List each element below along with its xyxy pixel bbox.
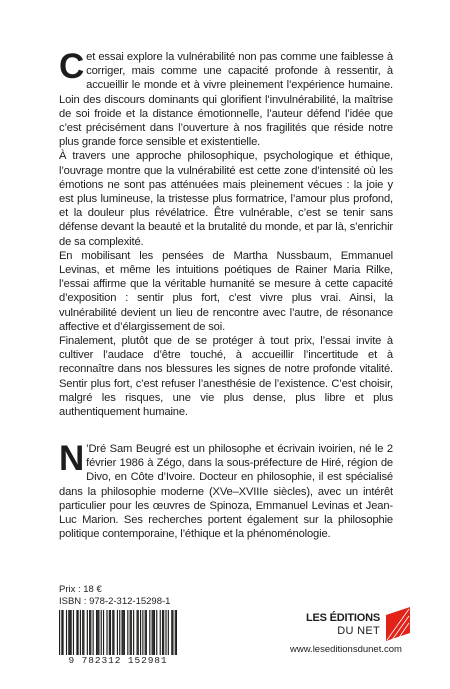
drop-cap: N xyxy=(59,439,85,478)
barcode-bar xyxy=(133,610,134,658)
barcode-bar xyxy=(146,610,147,658)
publisher-name-line1: LES ÉDITIONS xyxy=(306,612,380,624)
barcode-bar xyxy=(168,610,169,658)
barcode-bar xyxy=(82,610,83,658)
barcode-bar xyxy=(96,610,97,658)
barcode-bar xyxy=(162,610,163,658)
barcode-bar xyxy=(103,610,104,658)
barcode-bar xyxy=(110,610,111,658)
barcode-bar xyxy=(156,610,157,658)
barcode-bar xyxy=(160,610,161,658)
barcode-bar xyxy=(78,610,79,658)
barcode-bar xyxy=(172,610,173,658)
barcode xyxy=(59,610,177,664)
barcode-bar xyxy=(93,610,94,658)
publisher-flag-icon xyxy=(384,607,412,641)
barcode-bar xyxy=(83,610,84,658)
price-label: Prix : 18 € xyxy=(59,584,102,595)
publisher-name-line2: DU NET xyxy=(337,625,380,637)
barcode-bar xyxy=(142,610,143,658)
barcode-bar xyxy=(124,610,125,658)
barcode-bar xyxy=(117,610,118,658)
barcode-bar xyxy=(90,610,91,658)
barcode-bar xyxy=(59,610,60,658)
barcode-bar xyxy=(98,610,99,658)
barcode-bar xyxy=(165,610,166,658)
barcode-bar xyxy=(97,610,98,658)
drop-cap: C xyxy=(59,47,85,86)
barcode-bar xyxy=(69,610,70,658)
barcode-bar xyxy=(68,610,69,658)
barcode-bars xyxy=(59,610,177,658)
barcode-bar xyxy=(101,610,102,658)
barcode-bar xyxy=(131,610,132,658)
isbn-label: ISBN : 978-2-312-15298-1 xyxy=(59,596,171,607)
barcode-bar xyxy=(62,610,63,658)
barcode-bar xyxy=(106,610,107,658)
publisher-website: www.leseditionsdunet.com xyxy=(290,644,402,655)
barcode-bar xyxy=(138,610,139,658)
barcode-bar xyxy=(80,610,81,658)
barcode-bar xyxy=(152,610,153,658)
barcode-bar xyxy=(76,610,77,658)
barcode-bar xyxy=(145,610,146,658)
barcode-number: 9 782312 152981 xyxy=(59,655,177,666)
barcode-bar xyxy=(66,610,67,658)
barcode-bar xyxy=(112,610,113,658)
barcode-bar xyxy=(121,610,122,658)
barcode-bar xyxy=(71,610,72,658)
barcode-bar xyxy=(127,610,128,658)
barcode-bar xyxy=(171,610,172,658)
barcode-bar xyxy=(153,610,154,658)
author-bio-text: ’Dré Sam Beugré est un philosophe et écrivain ivoirien, né le 2 février 1986 à Zégo, dans la sous-préfecture de Hiré, région de Divo, en Côte d’Ivoire. Docteur en philosophie, il est spécialisé dans la philosophie moderne (XVe–XVIIIe siècles), avec un intérêt particulier pour les œuvres de Spinoza, Emmanuel Levinas et Jean-Luc Marion. Ses recherches portent également sur la philosophie politique contemporaine, l’éthique et la phénoménologie. xyxy=(59,443,393,541)
barcode-bar xyxy=(154,610,155,658)
summary-paragraph-4: Finalement, plutôt que de se protéger à tout prix, l’essai invite à cultiver l’audace d’être touché, à accueillir l’incertitude et à reconnaître dans nos blessures les signes de notre profonde vitalité. Sentir plus fort, c’est refuser l’anesthésie de l’existence. C’est choisir, malgré les risques, une vie plus dense, plus libre et plus authentiquement humaine. xyxy=(59,335,393,419)
barcode-bar xyxy=(175,610,176,658)
barcode-bar xyxy=(149,610,150,658)
summary-text xyxy=(59,47,393,419)
summary-paragraph-1: et essai explore la vulnérabilité non pas comme une faiblesse à corriger, mais comme une capacité profonde à ressentir, à accueillir le monde et à vivre pleinement l’expérience humaine. Loin des discours dominants qui glorifient l’invulnérabilité, la maîtrise de soi froide et la distance émotionnelle, l’auteur défend l’idée que c’est précisément dans l’ouverture à nos fragilités que réside notre plus grande force sensible et existentielle. xyxy=(59,51,393,149)
barcode-bar xyxy=(73,610,74,658)
barcode-bar xyxy=(137,610,138,658)
barcode-bar xyxy=(130,610,131,658)
barcode-bar xyxy=(163,610,164,658)
barcode-bar xyxy=(113,610,114,658)
barcode-bar xyxy=(89,610,90,658)
barcode-bar xyxy=(123,610,124,658)
summary-paragraph-3: En mobilisant les pensées de Martha Nussbaum, Emmanuel Levinas, et même les intuitions poétiques de Rainer Maria Rilke, l’essai affirme que la véritable humanité se mesure à cette capacité d’exposition : sentir plus fort, c’est vivre plus vrai. Ainsi, la vulnérabilité devient un lieu de rencontre avec l’autre, de résonance affective et d’élargissement de soi. xyxy=(59,249,393,333)
barcode-bar xyxy=(61,610,62,658)
barcode-bar xyxy=(176,610,177,658)
barcode-bar xyxy=(140,610,141,658)
barcode-bar xyxy=(109,610,110,658)
barcode-bar xyxy=(87,610,88,658)
summary-paragraph-2: À travers une approche philosophique, psychologique et éthique, l’ouvrage montre que la vulnérabilité est cette zone d’intensité où les émotions ne sont pas atténuées mais pleinement vécues : la joie y est plus lumineuse, la tristesse plus formatrice, l’amour plus profond, et la douleur plus révélatrice. Être vulnérable, c’est se tenir sans défense devant la beauté et la brutalité du monde, et par là, s’enrichir de sa complexité. xyxy=(59,150,393,248)
barcode-bar xyxy=(119,610,120,658)
author-bio xyxy=(59,439,393,541)
